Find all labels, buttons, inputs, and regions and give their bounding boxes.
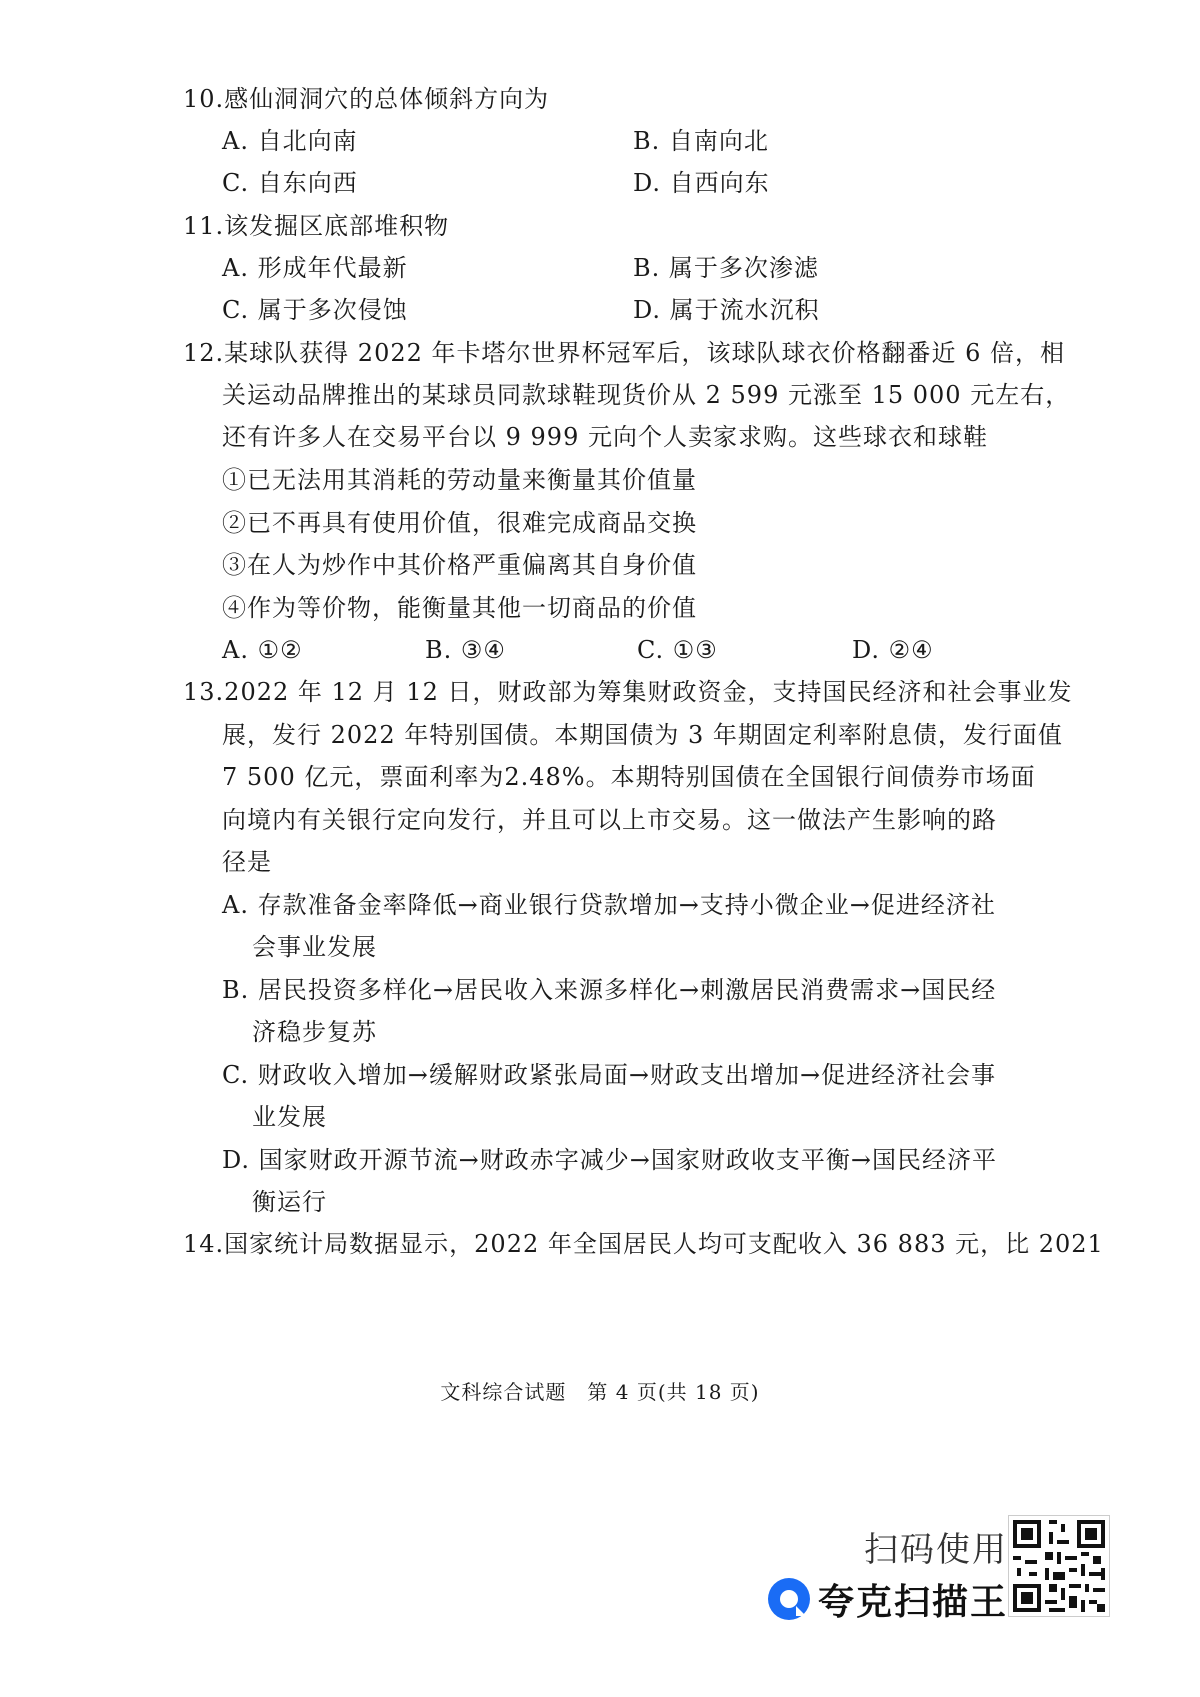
q12-option-c: C. ①③ xyxy=(637,636,718,664)
watermark-brand xyxy=(766,1575,1008,1623)
q13-option-b: B. 居民投资多样化→居民收入来源多样化→刺激居民消费需求→国民经 xyxy=(222,976,997,1004)
q12-line-2: 关运动品牌推出的某球员同款球鞋现货价从 2 599 元涨至 15 000 元左右， xyxy=(222,381,1071,409)
q12-statement-2: ②已不再具有使用价值，很难完成商品交换 xyxy=(222,509,697,537)
watermark-brand-text: 夸克扫描王 xyxy=(818,1581,1009,1623)
q11-stem: 11.该发掘区底部堆积物 xyxy=(183,212,450,240)
q12-line-3: 还有许多人在交易平台以 9 999 元向个人卖家求购。这些球衣和球鞋 xyxy=(222,423,988,451)
q10-option-c: C. 自东向西 xyxy=(222,169,358,197)
page-footer: 文科综合试题 第 4 页(共 18 页) xyxy=(440,1380,760,1404)
q12-statement-3: ③在人为炒作中其价格严重偏离其自身价值 xyxy=(222,551,697,579)
q13-option-d: D. 国家财政开源节流→财政赤字减少→国家财政收支平衡→国民经济平 xyxy=(222,1146,997,1174)
q12-option-b: B. ③④ xyxy=(425,636,506,664)
q13-option-c-cont: 业发展 xyxy=(252,1103,327,1131)
q14-line-1: 14.国家统计局数据显示，2022 年全国居民人均可支配收入 36 883 元，比 2021 xyxy=(183,1230,1104,1258)
q13-line-4: 向境内有关银行定向发行，并且可以上市交易。这一做法产生影响的路 xyxy=(222,806,997,834)
q13-line-5: 径是 xyxy=(222,848,272,876)
q12-option-d: D. ②④ xyxy=(852,636,934,664)
q13-option-d-cont: 衡运行 xyxy=(252,1188,327,1216)
q11-option-c: C. 属于多次侵蚀 xyxy=(222,296,408,324)
watermark-scan-text: 扫码使用 xyxy=(864,1530,1008,1570)
q13-option-b-cont: 济稳步复苏 xyxy=(252,1018,377,1046)
q13-option-c: C. 财政收入增加→缓解财政紧张局面→财政支出增加→促进经济社会事 xyxy=(222,1061,997,1089)
q12-option-a: A. ①② xyxy=(222,636,303,664)
q13-line-2: 展，发行 2022 年特别国债。本期国债为 3 年期固定利率附息债，发行面值 xyxy=(222,721,1063,749)
q13-option-a: A. 存款准备金率降低→商业银行贷款增加→支持小微企业→促进经济社 xyxy=(222,891,996,919)
q10-option-a: A. 自北向南 xyxy=(222,127,358,155)
q11-option-a: A. 形成年代最新 xyxy=(222,254,408,282)
q11-option-b: B. 属于多次渗滤 xyxy=(633,254,819,282)
q12-line-1: 12.某球队获得 2022 年卡塔尔世界杯冠军后，该球队球衣价格翻番近 6 倍，相 xyxy=(183,339,1066,367)
q10-option-d: D. 自西向东 xyxy=(633,169,770,197)
quark-logo-icon xyxy=(766,1576,812,1622)
q10-option-b: B. 自南向北 xyxy=(633,127,769,155)
q13-option-a-cont: 会事业发展 xyxy=(252,933,377,961)
q13-line-1: 13.2022 年 12 月 12 日，财政部为筹集财政资金，支持国民经济和社会事业发 xyxy=(183,678,1073,706)
q13-line-3: 7 500 亿元，票面利率为2.48%。本期特别国债在全国银行间债券市场面 xyxy=(222,763,1036,791)
q12-statement-4: ④作为等价物，能衡量其他一切商品的价值 xyxy=(222,594,697,622)
qr-code-icon xyxy=(1008,1515,1110,1617)
q10-stem: 10.感仙洞洞穴的总体倾斜方向为 xyxy=(183,85,550,113)
q11-option-d: D. 属于流水沉积 xyxy=(633,296,820,324)
q12-statement-1: ①已无法用其消耗的劳动量来衡量其价值量 xyxy=(222,466,697,494)
